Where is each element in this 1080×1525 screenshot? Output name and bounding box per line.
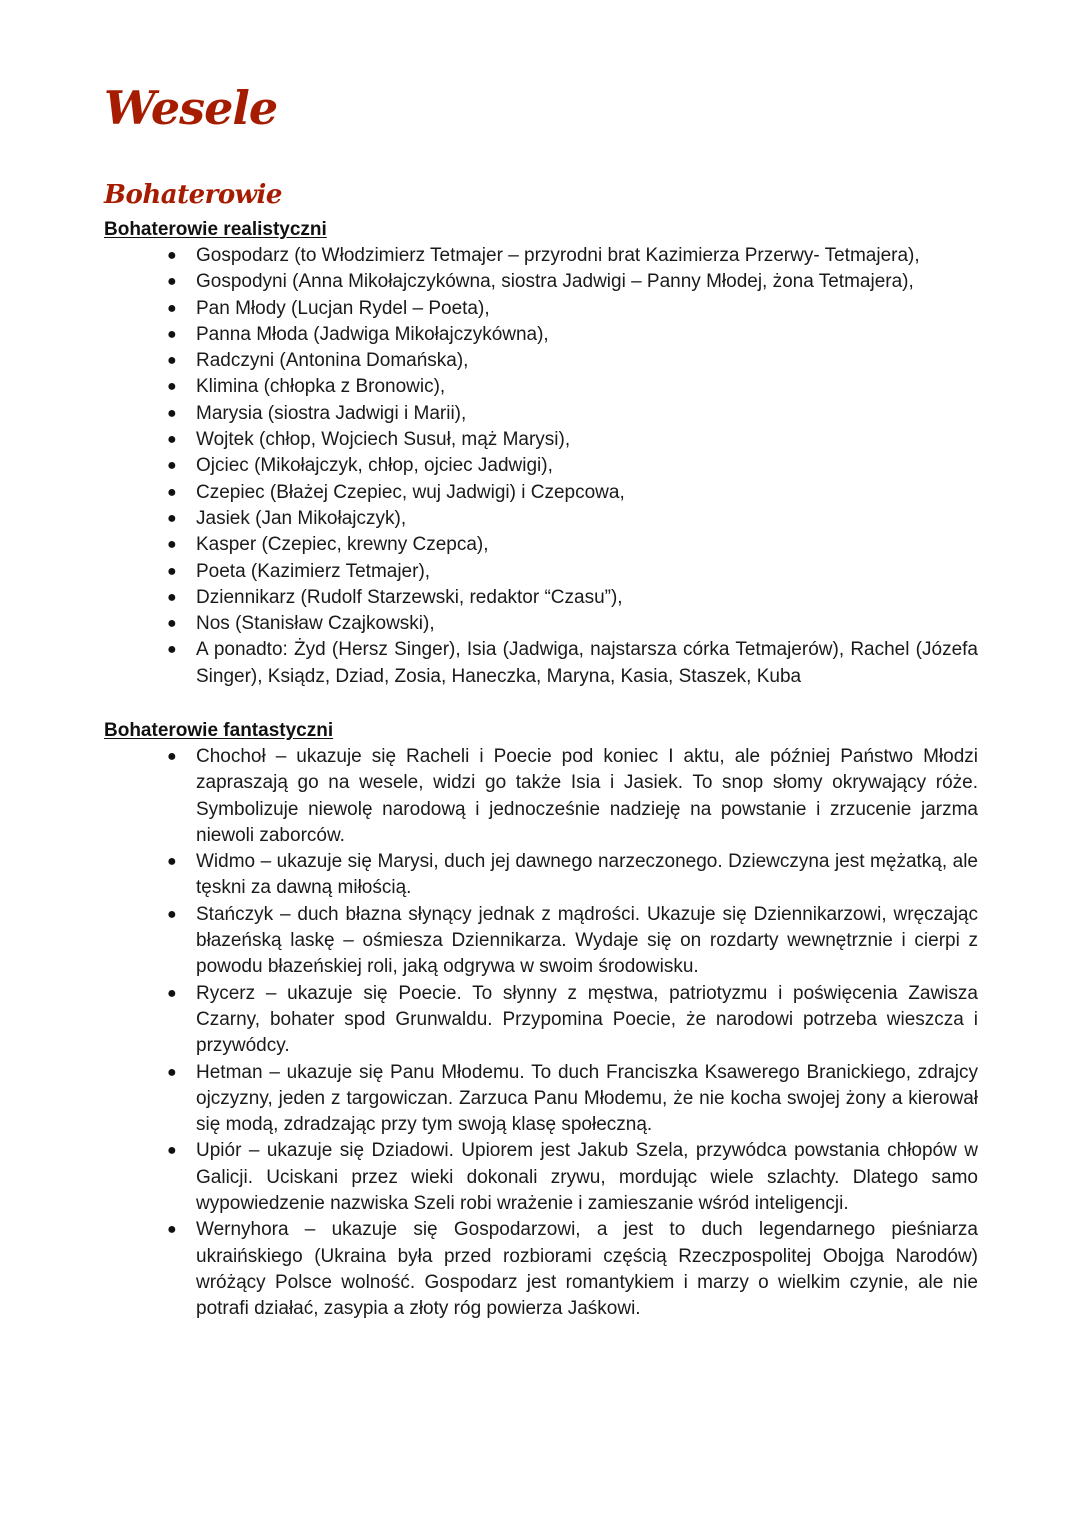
list-item (104, 744, 978, 849)
list-item-text: Hetman – ukazuje się Panu Młodemu. To duch Franciszka Ksawerego Branickiego, zdrajcy ojczyzny, jeden z targowiczan. Zarzuca Panu Młodemu, że nie kocha swojej żony a kierował się modą, zdradzając przy tym swoją klasę społeczną. (196, 1061, 978, 1136)
bullet-icon: ● (167, 1142, 177, 1160)
bullet-icon: ● (167, 853, 177, 871)
list-item (104, 296, 978, 322)
list-item (104, 1138, 978, 1217)
bullet-icon: ● (167, 509, 177, 527)
realistic-characters-list (104, 243, 978, 690)
bullet-icon: ● (167, 378, 177, 396)
list-item (104, 480, 978, 506)
bullet-icon: ● (167, 1221, 177, 1239)
realistic-characters-section (104, 217, 978, 690)
list-item-text: A ponadto: Żyd (Hersz Singer), Isia (Jadwiga, najstarsza córka Tetmajerów), Rachel (Józefa Singer), Ksiądz, Dziad, Zosia, Haneczka, Maryna, Kasia, Staszek, Kuba (196, 639, 978, 687)
list-item-text: Wernyhora – ukazuje się Gospodarzowi, a jest to duch legendarnego pieśniarza ukraińskiego (Ukraina była przed rozbiorami częścią Rzeczpospolitej Obojga Narodów) wróżący Polsce wolność. Gospodarz jest romantykiem i marzy o wielkim czynie, ale nie potrafi działać, zasypia a złoty róg powierza Jaśkowi. (196, 1219, 978, 1320)
list-item (104, 269, 978, 295)
bullet-icon: ● (167, 247, 177, 264)
list-item-text: Dziennikarz (Rudolf Starzewski, redaktor “Czasu”), (196, 586, 623, 608)
list-item (104, 322, 978, 348)
list-item-text: Gospodarz (to Włodzimierz Tetmajer – przyrodni brat Kazimierza Przerwy- Tetmajera), (196, 245, 920, 266)
list-item-text: Klimina (chłopka z Bronowic), (196, 376, 446, 398)
list-item-text: Ojciec (Mikołajczyk, chłop, ojciec Jadwigi), (196, 455, 553, 477)
bullet-icon: ● (167, 273, 177, 291)
list-item (104, 453, 978, 479)
list-item-text: Radczyni (Antonina Domańska), (196, 350, 469, 372)
list-item (104, 902, 978, 981)
list-item-text: Wojtek (chłop, Wojciech Susuł, mąż Marysi), (196, 429, 571, 451)
list-item (104, 348, 978, 374)
bullet-icon: ● (167, 905, 177, 923)
bullet-icon: ● (167, 1063, 177, 1081)
realistic-characters-heading: Bohaterowie realistyczni (104, 219, 327, 240)
bullet-icon: ● (167, 483, 177, 501)
list-item (104, 559, 978, 585)
list-item (104, 532, 978, 558)
list-item-text: Chochoł – ukazuje się Racheli i Poecie pod koniec I aktu, ale później Państwo Młodzi zapraszają go na wesele, widzi go także Isia i Jasiek. To snop słomy okrywający róże. Symbolizuje niewolę narodową i jednocześnie nadzieję na powstanie i zrzucenie jarzma niewoli zaborców. (196, 746, 978, 846)
bullet-icon: ● (167, 984, 177, 1002)
list-item (104, 585, 978, 611)
list-item (104, 611, 978, 637)
list-item-text: Czepiec (Błażej Czepiec, wuj Jadwigi) i Czepcowa, (196, 481, 625, 503)
list-item (104, 849, 978, 902)
bullet-icon: ● (167, 641, 177, 659)
list-item-text: Nos (Stanisław Czajkowski), (196, 613, 435, 635)
list-item (104, 1217, 978, 1322)
bullet-icon: ● (167, 299, 177, 317)
bullet-icon: ● (167, 748, 177, 765)
list-item-text: Panna Młoda (Jadwiga Mikołajczykówna), (196, 323, 549, 345)
bullet-icon: ● (167, 431, 177, 449)
list-item-text: Gospodyni (Anna Mikołajczykówna, siostra Jadwigi – Panny Młodej, żona Tetmajera), (196, 271, 914, 293)
list-item-text: Widmo – ukazuje się Marysi, duch jej dawnego narzeczonego. Dziewczyna jest mężatką, ale tęskni za dawną miłością. (196, 851, 978, 899)
bullet-icon: ● (167, 325, 177, 343)
list-item-text: Kasper (Czepiec, krewny Czepca), (196, 534, 489, 556)
list-item (104, 506, 978, 532)
list-item (104, 374, 978, 400)
bullet-icon: ● (167, 615, 177, 633)
bullet-icon: ● (167, 457, 177, 475)
list-item-text: Upiór – ukazuje się Dziadowi. Upiorem jest Jakub Szela, przywódca powstania chłopów w Galicji. Uciskani przez wieki dokonali zrywu, mordując wiele szlachty. Dlatego samo wypowiedzenie nazwiska Szeli robi wrażenie i zamieszanie wśród inteligencji. (196, 1140, 978, 1215)
list-item-text: Stańczyk – duch błazna słynący jednak z mądrości. Ukazuje się Dziennikarzowi, wręczając błazeńską laskę – ośmiesza Dziennikarza. Wydaje się on rozdarty wewnętrznie i cierpi z powodu błazeńskiej roli, jaką odgrywa w swoim środowisku. (196, 903, 978, 978)
list-item-text: Poeta (Kazimierz Tetmajer), (196, 560, 431, 582)
bullet-icon: ● (167, 352, 177, 370)
bullet-icon: ● (167, 536, 177, 554)
list-item (104, 427, 978, 453)
list-item (104, 1060, 978, 1139)
section-heading-bohaterowie: Bohaterowie (104, 180, 282, 210)
list-item (104, 243, 978, 269)
list-item (104, 401, 978, 427)
list-item-text: Jasiek (Jan Mikołajczyk), (196, 507, 407, 529)
fantastic-characters-heading: Bohaterowie fantastyczni (104, 720, 334, 741)
document-title: Wesele (104, 81, 278, 135)
list-item-text: Pan Młody (Lucjan Rydel – Poeta), (196, 297, 490, 319)
fantastic-characters-section (104, 718, 978, 1323)
list-item-text: Rycerz – ukazuje się Poecie. To słynny z męstwa, patriotyzmu i poświęcenia Zawisza Czarny, bohater spod Grunwaldu. Przypomina Poecie, że narodowi potrzeba wieszcza i przywódcy. (196, 982, 978, 1057)
bullet-icon: ● (167, 404, 177, 422)
bullet-icon: ● (167, 562, 177, 580)
list-item (104, 637, 978, 690)
list-item-text: Marysia (siostra Jadwigi i Marii), (196, 402, 467, 424)
fantastic-characters-list (104, 744, 978, 1323)
bullet-icon: ● (167, 588, 177, 606)
list-item (104, 981, 978, 1060)
